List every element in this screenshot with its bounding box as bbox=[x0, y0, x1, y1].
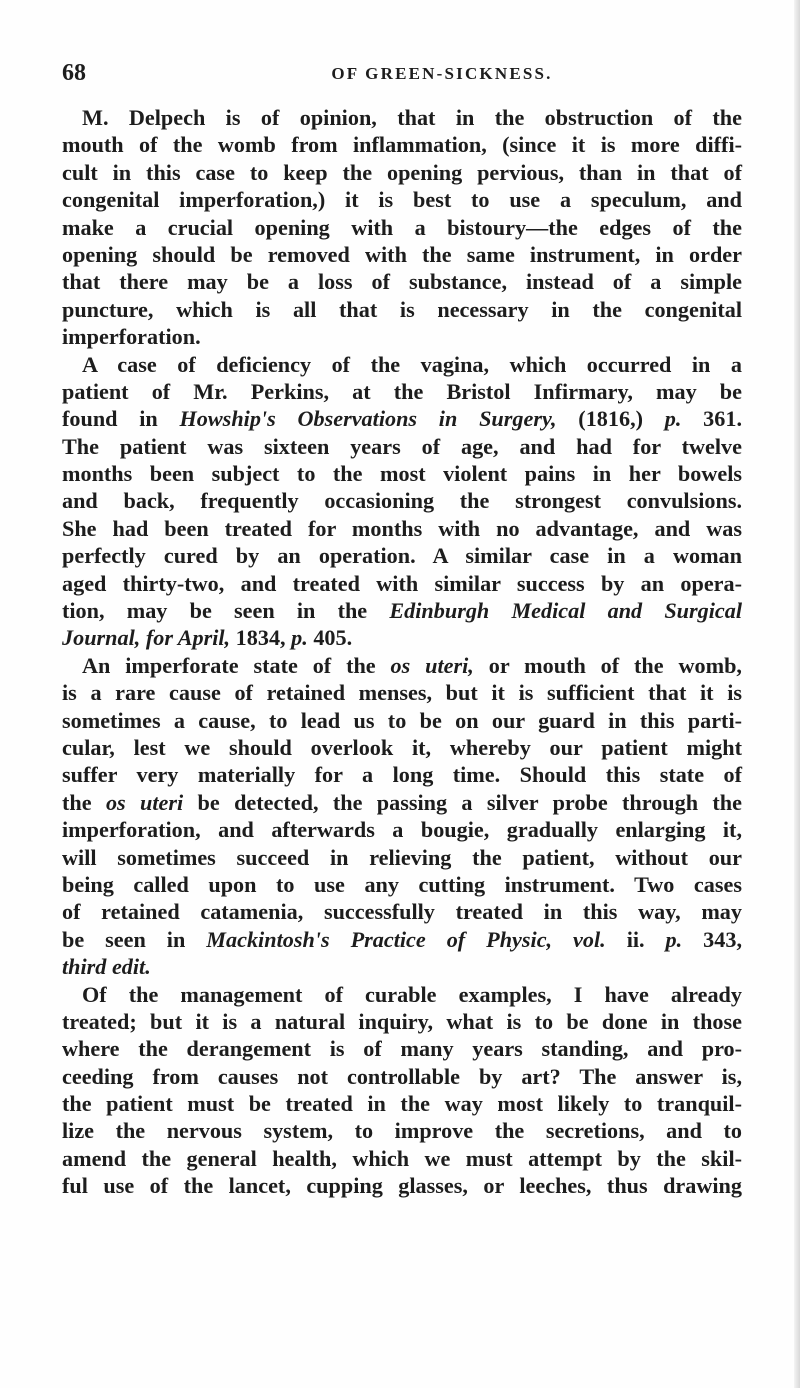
italic-text: p. bbox=[664, 406, 682, 432]
text-segment: be detected, the passing a silver probe through the bbox=[183, 789, 742, 815]
italic-text: Howship's Observations in Surgery, bbox=[179, 406, 557, 432]
text-segment: (1816,) bbox=[556, 406, 665, 432]
text-line: ceeding from causes not controllable by art? The answer is, bbox=[62, 1063, 742, 1089]
text-segment: 343, bbox=[682, 926, 742, 952]
text-line: ful use of the lancet, cupping glasses, or leeches, thus drawing bbox=[62, 1173, 742, 1199]
text-line: amend the general health, which we must attempt by the skil- bbox=[62, 1145, 742, 1171]
page-number: 68 bbox=[62, 60, 86, 86]
page-header bbox=[62, 58, 752, 88]
italic-text: p. bbox=[665, 926, 683, 952]
text-line: perfectly cured by an operation. A similar case in a woman bbox=[62, 543, 742, 569]
body-text bbox=[62, 104, 742, 1200]
text-line bbox=[62, 597, 742, 624]
text-line: that there may be a loss of substance, instead of a simple bbox=[62, 269, 742, 295]
text-line: treated; but it is a natural inquiry, what is to be done in those bbox=[62, 1008, 742, 1034]
text-segment: be seen in bbox=[62, 926, 207, 952]
text-segment: ii. bbox=[605, 926, 666, 952]
text-line: cular, lest we should overlook it, whereby our patient might bbox=[62, 734, 742, 760]
text-line: sometimes a cause, to lead us to be on our guard in this parti- bbox=[62, 707, 742, 733]
text-segment: found in bbox=[62, 406, 180, 432]
page-edge bbox=[794, 0, 800, 1388]
text-line bbox=[62, 405, 742, 432]
text-line: and back, frequently occasioning the strongest convulsions. bbox=[62, 488, 742, 514]
text-line: mouth of the womb from inflammation, (since it is more diffi- bbox=[62, 132, 742, 158]
italic-text: os uteri bbox=[105, 789, 184, 815]
text-line: of retained catamenia, successfully treated in this way, may bbox=[62, 899, 742, 925]
text-line: months been subject to the most violent pains in her bowels bbox=[62, 461, 742, 487]
text-line bbox=[62, 953, 742, 980]
italic-text: Mackintosh's Practice of Physic, vol. bbox=[206, 926, 606, 952]
text-line: lize the nervous system, to improve the secretions, and to bbox=[62, 1118, 742, 1144]
text-segment: 405. bbox=[307, 625, 353, 651]
text-line: M. Delpech is of opinion, that in the obstruction of the bbox=[82, 105, 742, 130]
italic-text: os uteri, bbox=[390, 652, 474, 678]
text-segment: the bbox=[62, 789, 106, 815]
text-line: Of the management of curable examples, I have already bbox=[82, 981, 742, 1007]
text-segment: 1834, bbox=[230, 625, 292, 651]
text-line: the patient must be treated in the way most likely to tranquil- bbox=[62, 1091, 742, 1117]
text-segment: tion, may be seen in the bbox=[62, 598, 390, 624]
text-line bbox=[62, 652, 742, 679]
text-line: where the derangement is of many years standing, and pro- bbox=[62, 1036, 742, 1062]
running-head: OF GREEN-SICKNESS. bbox=[331, 64, 553, 83]
text-line bbox=[62, 789, 742, 816]
text-segment: or mouth of the womb, bbox=[473, 652, 742, 678]
text-line: A case of deficiency of the vagina, which occurred in a bbox=[82, 351, 742, 377]
text-line bbox=[62, 624, 742, 651]
text-line: The patient was sixteen years of age, and had for twelve bbox=[62, 433, 742, 459]
text-line: aged thirty-two, and treated with similar success by an opera- bbox=[62, 570, 742, 596]
text-line: imperforation. bbox=[62, 324, 201, 350]
text-line: opening should be removed with the same instrument, in order bbox=[62, 241, 742, 267]
text-line: puncture, which is all that is necessary in the congenital bbox=[62, 296, 742, 322]
text-line: cult in this case to keep the opening pervious, than in that of bbox=[62, 159, 742, 185]
italic-text: Edinburgh Medical and Surgical bbox=[389, 598, 743, 624]
italic-text: Journal, for April, bbox=[62, 625, 231, 651]
text-segment: 361. bbox=[681, 406, 743, 432]
text-line: make a crucial opening with a bistoury—the edges of the bbox=[62, 214, 742, 240]
italic-text: third edit. bbox=[62, 954, 151, 980]
text-line: She had been treated for months with no advantage, and was bbox=[62, 515, 742, 541]
text-line: patient of Mr. Perkins, at the Bristol Infirmary, may be bbox=[62, 378, 742, 404]
italic-text: p. bbox=[291, 625, 308, 651]
text-line bbox=[62, 926, 742, 953]
text-line: being called upon to use any cutting instrument. Two cases bbox=[62, 871, 742, 897]
text-segment: An imperforate state of the bbox=[82, 652, 391, 678]
text-line: imperforation, and afterwards a bougie, gradually enlarging it, bbox=[62, 817, 742, 843]
text-line: is a rare cause of retained menses, but it is sufficient that it is bbox=[62, 680, 742, 706]
text-line: congenital imperforation,) it is best to use a speculum, and bbox=[62, 187, 742, 213]
text-line: suffer very materially for a long time. Should this state of bbox=[62, 762, 742, 788]
text-line: will sometimes succeed in relieving the patient, without our bbox=[62, 844, 742, 870]
